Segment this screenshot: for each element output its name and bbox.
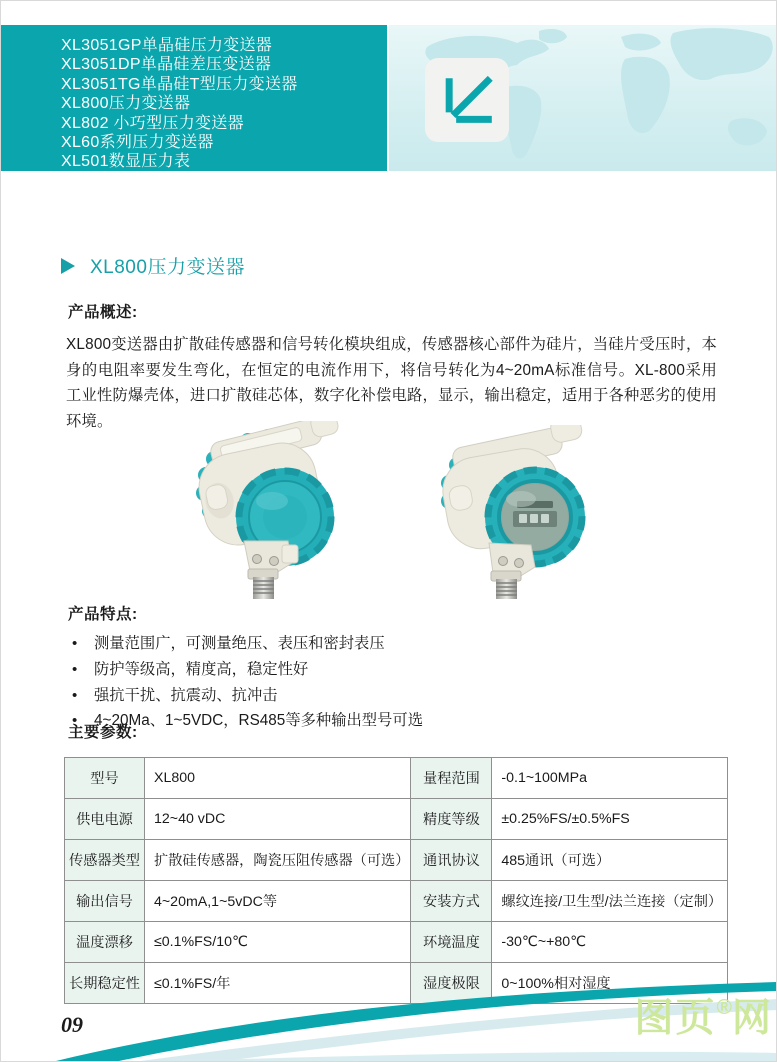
overview-heading: 产品概述: [68, 304, 138, 321]
param-label: 输出信号 [65, 881, 145, 922]
menu-item: XL3051TG单晶硅T型压力变送器 [61, 75, 298, 93]
param-value: XL800 [145, 758, 411, 799]
company-logo [425, 58, 509, 142]
registered-trademark-icon: ® [716, 996, 732, 1019]
param-value: 螺纹连接/卫生型/法兰连接（定制） [492, 881, 728, 922]
menu-item: XL501数显压力表 [61, 153, 191, 171]
pressure-transmitter-display-illustration [431, 425, 598, 601]
param-label: 精度等级 [411, 799, 492, 840]
table-row [65, 758, 728, 799]
param-label: 长期稳定性 [65, 963, 145, 1004]
param-label: 湿度极限 [411, 963, 492, 1004]
feature-item [72, 683, 423, 709]
header-worldmap-band [389, 25, 776, 171]
param-label: 通讯协议 [411, 840, 492, 881]
watermark-text-left: 图页 [634, 997, 717, 1040]
table-row [65, 840, 728, 881]
param-value: 12~40 vDC [145, 799, 411, 840]
param-label: 温度漂移 [65, 922, 145, 963]
pressure-transmitter-illustration [184, 421, 346, 601]
triangle-right-icon [61, 258, 75, 274]
feature-text: 测量范围广，可测量绝压、表压和密封表压 [94, 635, 385, 652]
product-model-list [1, 25, 387, 172]
bullet-dot [72, 631, 94, 657]
table-row [65, 922, 728, 963]
watermark-text-right: 网 [731, 997, 773, 1040]
param-value: 485通讯（可选） [492, 840, 728, 881]
product-photo-left [184, 421, 346, 606]
feature-text: 防护等级高，精度高，稳定性好 [94, 660, 309, 678]
page-title [61, 252, 245, 279]
watermark-logo [634, 996, 773, 1040]
page-title-text: XL800压力变送器 [90, 257, 245, 278]
header-product-menu [1, 25, 387, 171]
arrow-down-left-icon [436, 69, 498, 131]
bullet-dot [72, 657, 94, 683]
overview-body: XL800变送器由扩散硅传感器和信号转化模块组成，传感器核心部件为硅片，当硅片受压时，本身的电阻率要发生弯化，在恒定的电流作用下，将信号转化为4~20mA标准信号。XL-800采用工业性防爆壳体，进口扩散硅芯体，数字化补偿电路，显示，输出稳定，适用于各种恶劣的使用环境。 [66, 336, 717, 430]
menu-item: XL802 小巧型压力变送器 [61, 114, 244, 132]
param-value: 4~20mA,1~5vDC等 [145, 881, 411, 922]
bullet-dot [72, 683, 94, 709]
param-value: 扩散硅传感器，陶瓷压阻传感器（可选） [145, 840, 411, 881]
param-label: 型号 [65, 758, 145, 799]
params-heading: 主要参数: [68, 724, 138, 741]
param-value: 0~100%相对湿度 [492, 963, 728, 1004]
param-value: -30℃~+80℃ [492, 922, 728, 963]
feature-item [72, 657, 423, 683]
param-value: ±0.25%FS/±0.5%FS [492, 799, 728, 840]
features-list [72, 631, 423, 734]
menu-item: XL800压力变送器 [61, 95, 191, 113]
param-label: 传感器类型 [65, 840, 145, 881]
param-value: -0.1~100MPa [492, 758, 728, 799]
features-heading: 产品特点: [68, 606, 138, 623]
menu-item: XL3051GP单晶硅压力变送器 [61, 37, 273, 54]
param-label: 供电电源 [65, 799, 145, 840]
menu-item: XL3051DP单晶硅差压变送器 [61, 56, 272, 74]
table-row [65, 799, 728, 840]
param-label: 量程范围 [411, 758, 492, 799]
param-label: 环境温度 [411, 922, 492, 963]
menu-item: XL60系列压力变送器 [61, 134, 214, 152]
table-row [65, 881, 728, 922]
page-number: 09 [61, 1012, 83, 1037]
product-photo-right [431, 425, 598, 606]
param-value: ≤0.1%FS/年 [145, 963, 411, 1004]
param-value: ≤0.1%FS/10℃ [145, 922, 411, 963]
feature-item [72, 631, 423, 657]
feature-text: 4~20Ma、1~5VDC，RS485等多种输出型号可选 [94, 712, 423, 730]
param-label: 安装方式 [411, 881, 492, 922]
feature-text: 强抗干扰、抗震动、抗冲击 [94, 686, 278, 704]
